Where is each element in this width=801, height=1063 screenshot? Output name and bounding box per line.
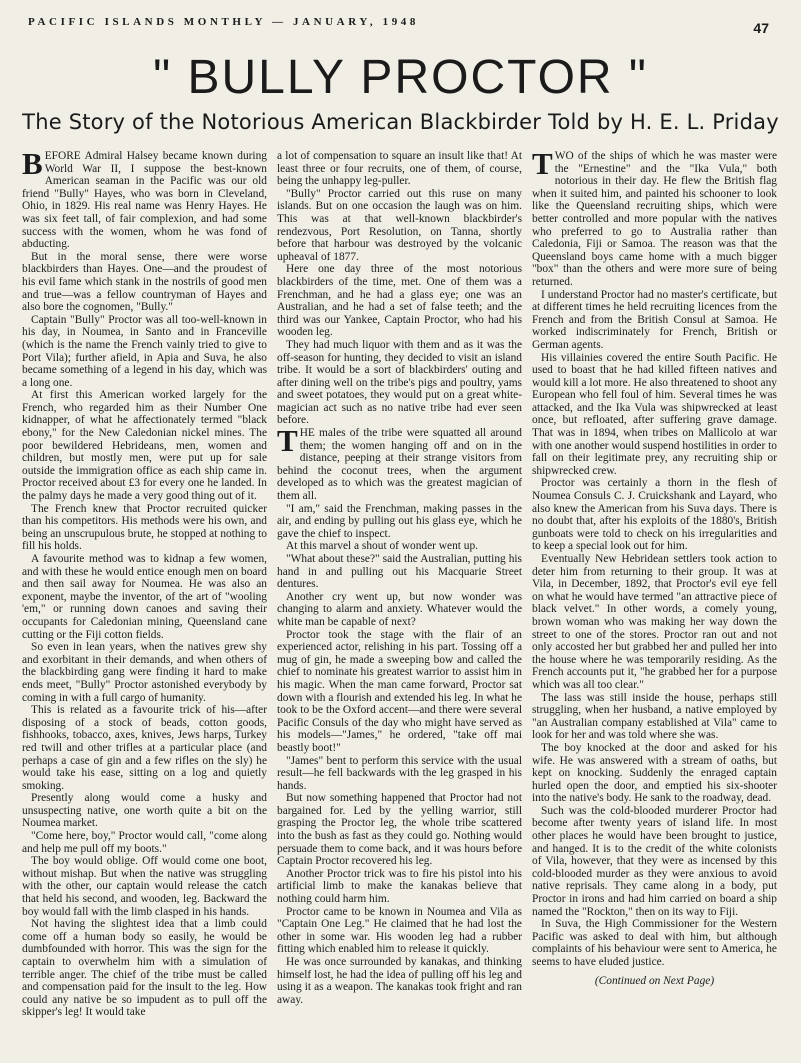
- continued-note: (Continued on Next Page): [594, 974, 715, 987]
- paragraph-text: Proctor was certainly a thorn in the flesh of Noumea Consuls C. J. Cruickshank and Layard, who also knew the American from his Suva days. There is no doubt that, after his exploits of the 1880's, British gunboats were told to check on his irregularities and to keep a special look out for him.: [532, 477, 777, 553]
- column-3: [532, 150, 777, 1050]
- paragraph: [22, 641, 267, 704]
- paragraph-text: a lot of compensation to square an insult like that! At least three or four recruits, one of them, of course, being the unhappy leg-puller.: [277, 150, 522, 188]
- paragraph: [277, 553, 522, 591]
- paragraph: [277, 868, 522, 906]
- paragraph-text: But in the moral sense, there were worse blackbirders than Hayes. One—and the proudest of his evil fame which stank in the nostrils of good men and true—was a fellow countryman of Hayes and also bore the cognomen, "Bully.": [22, 250, 267, 314]
- paragraph-text: EFORE Admiral Halsey became known during World War II, I suppose the best-known American seaman in the Pacific was our old friend "Bully" Hayes, who was born in Cleveland, Ohio, in 1829. His real name was Henry Hayes. He was six feet tall, of fair complexion, and had some success with the women, whom he was fond of abducting.: [22, 150, 267, 251]
- paragraph-text: So even in lean years, when the natives grew shy and exorbitant in their demands, and when others of the blackbirding gang were finding it hard to make ends meet, "Bully" Proctor astonished everybody by coming in with a full cargo of humanity.: [22, 641, 267, 704]
- paragraph-text: HE males of the tribe were squatted all around them; the women hanging off and on in the distance, peeping at their strange visitors from behind the coconut trees, when the argument developed as to which was the greatest magician of them all.: [277, 427, 522, 503]
- paragraph-text: The French knew that Proctor recruited quicker than his competitors. His methods were his own, and being an unscrupulous brute, he stopped at nothing to fill his holds.: [22, 502, 267, 553]
- paragraph: [277, 263, 522, 339]
- paragraph: [277, 503, 522, 541]
- paragraph: [277, 423, 522, 503]
- paragraph-text: The boy would oblige. Off would come one boot, without mishap. But when the native was struggling with the other, our captain would release the catch that held his second, and wooden, leg. Backward the boy would fall with the limb clasped in his hands.: [22, 855, 267, 918]
- paragraph: [277, 755, 522, 793]
- paragraph-text: Presently along would come a husky and unsuspecting native, one worth quite a bit on the Noumea market.: [22, 792, 267, 830]
- paragraph: [532, 150, 777, 289]
- paragraph: [22, 150, 267, 251]
- paragraph-text: But now something happened that Proctor had not bargained for. Led by the yelling warrior, still grasping the Proctor leg, the whole tribe scattered into the bush as fast as they could go. Nothing would persuade them to come back, and it was hours before Captain Proctor recovered his leg.: [277, 792, 522, 868]
- paragraph: [277, 956, 522, 1006]
- paragraph-text: Captain "Bully" Proctor was all too-well-known in his day, in Noumea, in Santo and in Franceville (which is the name the French vainly tried to give to Port Vila); further afield, in Apia and Suva, he also became something of a legend in his day, which was a long one.: [22, 313, 267, 389]
- paragraph-text: He was once surrounded by kanakas, and thinking himself lost, he had the idea of pulling off his leg and using it as a weapon. The kanakas took fright and ran away.: [277, 956, 522, 1006]
- page-number: 47: [753, 20, 769, 36]
- paragraph-text: Eventually New Hebridean settlers took action to deter him from returning to their group. It was at Vila, in December, 1892, that Proctor's evil eye fell on what he would have termed "an attractive piece of black velvet." In other words, a comely young, brown woman who was making her way down the street to one of the stores. Proctor ran out and not only accosted her but grabbed her and pulled her into the house where he was temporarily residing. As the French accounts put it, "he grabbed her for a purpose which was all too clear.": [532, 553, 777, 691]
- paragraph-text: A favourite method was to kidnap a few women, and with these he would entice enough men on board and then sail away for Noumea. He was also an exponent, maybe the inventor, of the art of "wooling 'em," or running down canoes and saving their occupants for Caledonian mining, Queensland cane cutting or the Fiji cotton fields.: [22, 553, 267, 641]
- paragraph: [532, 352, 777, 478]
- running-head: PACIFIC ISLANDS MONTHLY — JANUARY, 1948: [28, 16, 420, 28]
- paragraph: [532, 477, 777, 553]
- paragraph-text: "I am," said the Frenchman, making passes in the air, and ending by pulling out his glass eye, which he gave the chief to inspect.: [277, 502, 522, 540]
- paragraph: [277, 906, 522, 956]
- paragraph-text: At this marvel a shout of wonder went up.: [286, 540, 479, 553]
- paragraph-text: The lass was still inside the house, perhaps still struggling, when her husband, a native employed by "an Australian company established at Vila" came to look for her and was told where she was.: [532, 691, 777, 742]
- drop-cap: T: [532, 150, 553, 181]
- paragraph: [277, 629, 522, 755]
- paragraph-text: Proctor came to be known in Noumea and Vila as "Captain One Leg." He claimed that he had lost the other in some war. His wooden leg had a rubber fitting which enabled him to release it quickly.: [277, 905, 522, 956]
- paragraph: [22, 503, 267, 553]
- paragraph: [532, 742, 777, 805]
- paragraph: [22, 389, 267, 502]
- column-2: [277, 150, 522, 1050]
- paragraph-text: Another Proctor trick was to fire his pistol into his artificial limb to make the kanakas believe that nothing could harm him.: [277, 867, 522, 906]
- paragraph: [532, 553, 777, 692]
- paragraph-text: Such was the cold-blooded murderer Proctor had become after twenty years of island life. In most other places he would have been brought to justice, and hanged. It is to the credit of the white colonists of Vila, however, that they were as incensed by this cold-blooded murder as they were anxious to avoid native reprisals. They came along in a body, put Proctor in irons and had him carried on board a ship named the "Rockton," then on its way to Fiji.: [532, 804, 777, 918]
- paragraph: [532, 289, 777, 352]
- article-body: [22, 150, 779, 1050]
- paragraph-text: "Come here, boy," Proctor would call, "come along and help me pull off my boots.": [22, 830, 267, 855]
- paragraph: [532, 805, 777, 918]
- paragraph-text: At first this American worked largely for the French, who regarded him as their Number One kidnapper, of what he affectionately termed "black ebony," for the New Caledonian nickel mines. The poor bewildered Hebrideans, men, women and children, but mostly men, were put up for sale outside the immigration office as each ship came in. Proctor received about £3 for every one he landed. In the palmy days he made a very good thing out of it.: [22, 389, 267, 503]
- paragraph-text: WO of the ships of which he was master were the "Ernestine" and the "Ika Vula," both notorious in their day. He flew the British flag when it suited him, and painted his schooner to look like the Queensland recruiting ships, which were better controlled and more popular with the natives who preferred to go to Australia rather than Caledonia, Fiji or Samoa. The reason was that the Queensland boys came home with a much bigger "box" than the others and were more sure of being returned.: [532, 150, 777, 288]
- paragraph: [22, 830, 267, 855]
- paragraph-text: In Suva, the High Commissioner for the Western Pacific was asked to deal with him, but although complaints of his behaviour were sent to America, he seems to have eluded justice.: [532, 918, 777, 968]
- paragraph: [22, 855, 267, 918]
- article-subtitle: The Story of the Notorious American Blackbirder Told by H. E. L. Priday: [22, 110, 779, 134]
- paragraph-text: "James" bent to perform this service with the usual result—he fell backwards with the leg grasped in his hands.: [277, 754, 522, 792]
- paragraph-text: "Bully" Proctor carried out this ruse on many islands. But on one occasion the laugh was on him. This was at that well-known blackbirder's rendezvous, Port Resolution, on Tanna, shortly before that harbour was destroyed by the volcanic upheaval of 1877.: [277, 187, 522, 263]
- paragraph: [22, 314, 267, 390]
- paragraph: [277, 792, 522, 868]
- paragraph-text: They had much liquor with them and as it was the off-season for hunting, they decided to visit an island tribe. It would be a sort of blackbirders' outing and after dining well on the tribe's pigs and poultry, yams and sweet potatoes, they would put on a great white-magician act such as no native tribe had ever seen before.: [277, 338, 522, 427]
- paragraph: [22, 553, 267, 641]
- paragraph-text: His villainies covered the entire South Pacific. He used to boast that he had killed fifteen natives and would kill a lot more. He also threatened to shoot any European who fell foul of him. Several times he was attacked, and the Ika Vula was shipwrecked at least once, but refloated, after suffering grave damage. That was in 1894, when tribes on Mallicolo at war with one another would suspend hostilities in order to fall on their legitimate prey, any recruiting ship or shipwrecked crew.: [532, 351, 777, 477]
- paragraph: [277, 150, 522, 188]
- paragraph: [277, 540, 522, 553]
- paragraph-text: Proctor took the stage with the flair of an experienced actor, relishing in his part. Tossing off a mug of gin, he made a sweeping bow and called the chief to nominate his greatest warrior to assist him in his magic. When the man came forward, Proctor sat down with a flourish and extended his leg. In what he took to be the Oxford accent—and there were several Pacific Consuls of the day who might have served as his models—"James," he ordered, "take off mai beastly boot!": [277, 628, 522, 754]
- paragraph-text: Here one day three of the most notorious blackbirders of the time, met. One of them was a Frenchman, and he had a glass eye; one was an Australian, and he had a set of false teeth; and the third was our Yankee, Captain Proctor, who had his wooden leg.: [277, 263, 522, 339]
- paragraph: [22, 704, 267, 792]
- paragraph-text: Not having the slightest idea that a limb could come off a human body so easily, he would be dumbfounded with horror. This was the sign for the captain to overwhelm him with a simulation of terrible anger. The chief of the tribe must be called and compensation paid for the insult to the leg. How could any native be so impudent as to pull off the skipper's leg! It would take: [22, 918, 267, 1019]
- drop-cap: B: [22, 150, 43, 181]
- paragraph-text: This is related as a favourite trick of his—after disposing of a stock of beads, cotton goods, fishhooks, tobacco, axes, knives, Jews harps, Turkey red twill and other trifles at a particular place (and perhaps a case of gin and a few rifles on the sly) he would take his ease, sitting on a log and quietly smoking.: [22, 704, 267, 792]
- paragraph-text: Another cry went up, but now wonder was changing to alarm and anxiety. Whatever would the white man be capable of next?: [277, 590, 522, 628]
- paragraph-text: I understand Proctor had no master's certificate, but at different times he held recruiting licences from the French and from the British Consul at Samoa. He worked indiscriminately for French, British or German agents.: [532, 288, 777, 351]
- paragraph: [22, 251, 267, 314]
- paragraph: [277, 339, 522, 427]
- drop-cap: T: [277, 423, 298, 459]
- paragraph-text: "What about these?" said the Australian, putting his hand in and pulling out his Macquarie Street dentures.: [277, 553, 522, 591]
- paragraph: [532, 692, 777, 742]
- paragraph-text: The boy knocked at the door and asked for his wife. He was answered with a stream of oaths, but kept on knocking. Suddenly the enraged captain hurled open the door, and emptied his six-shooter into the native's body. He sank to the roadway, dead.: [532, 741, 777, 805]
- paragraph: [22, 792, 267, 830]
- paragraph: [532, 918, 777, 968]
- paragraph: [22, 918, 267, 1019]
- article-title: " BULLY PROCTOR ": [153, 51, 648, 104]
- column-1: [22, 150, 267, 1050]
- paragraph: [277, 188, 522, 264]
- paragraph: [277, 591, 522, 629]
